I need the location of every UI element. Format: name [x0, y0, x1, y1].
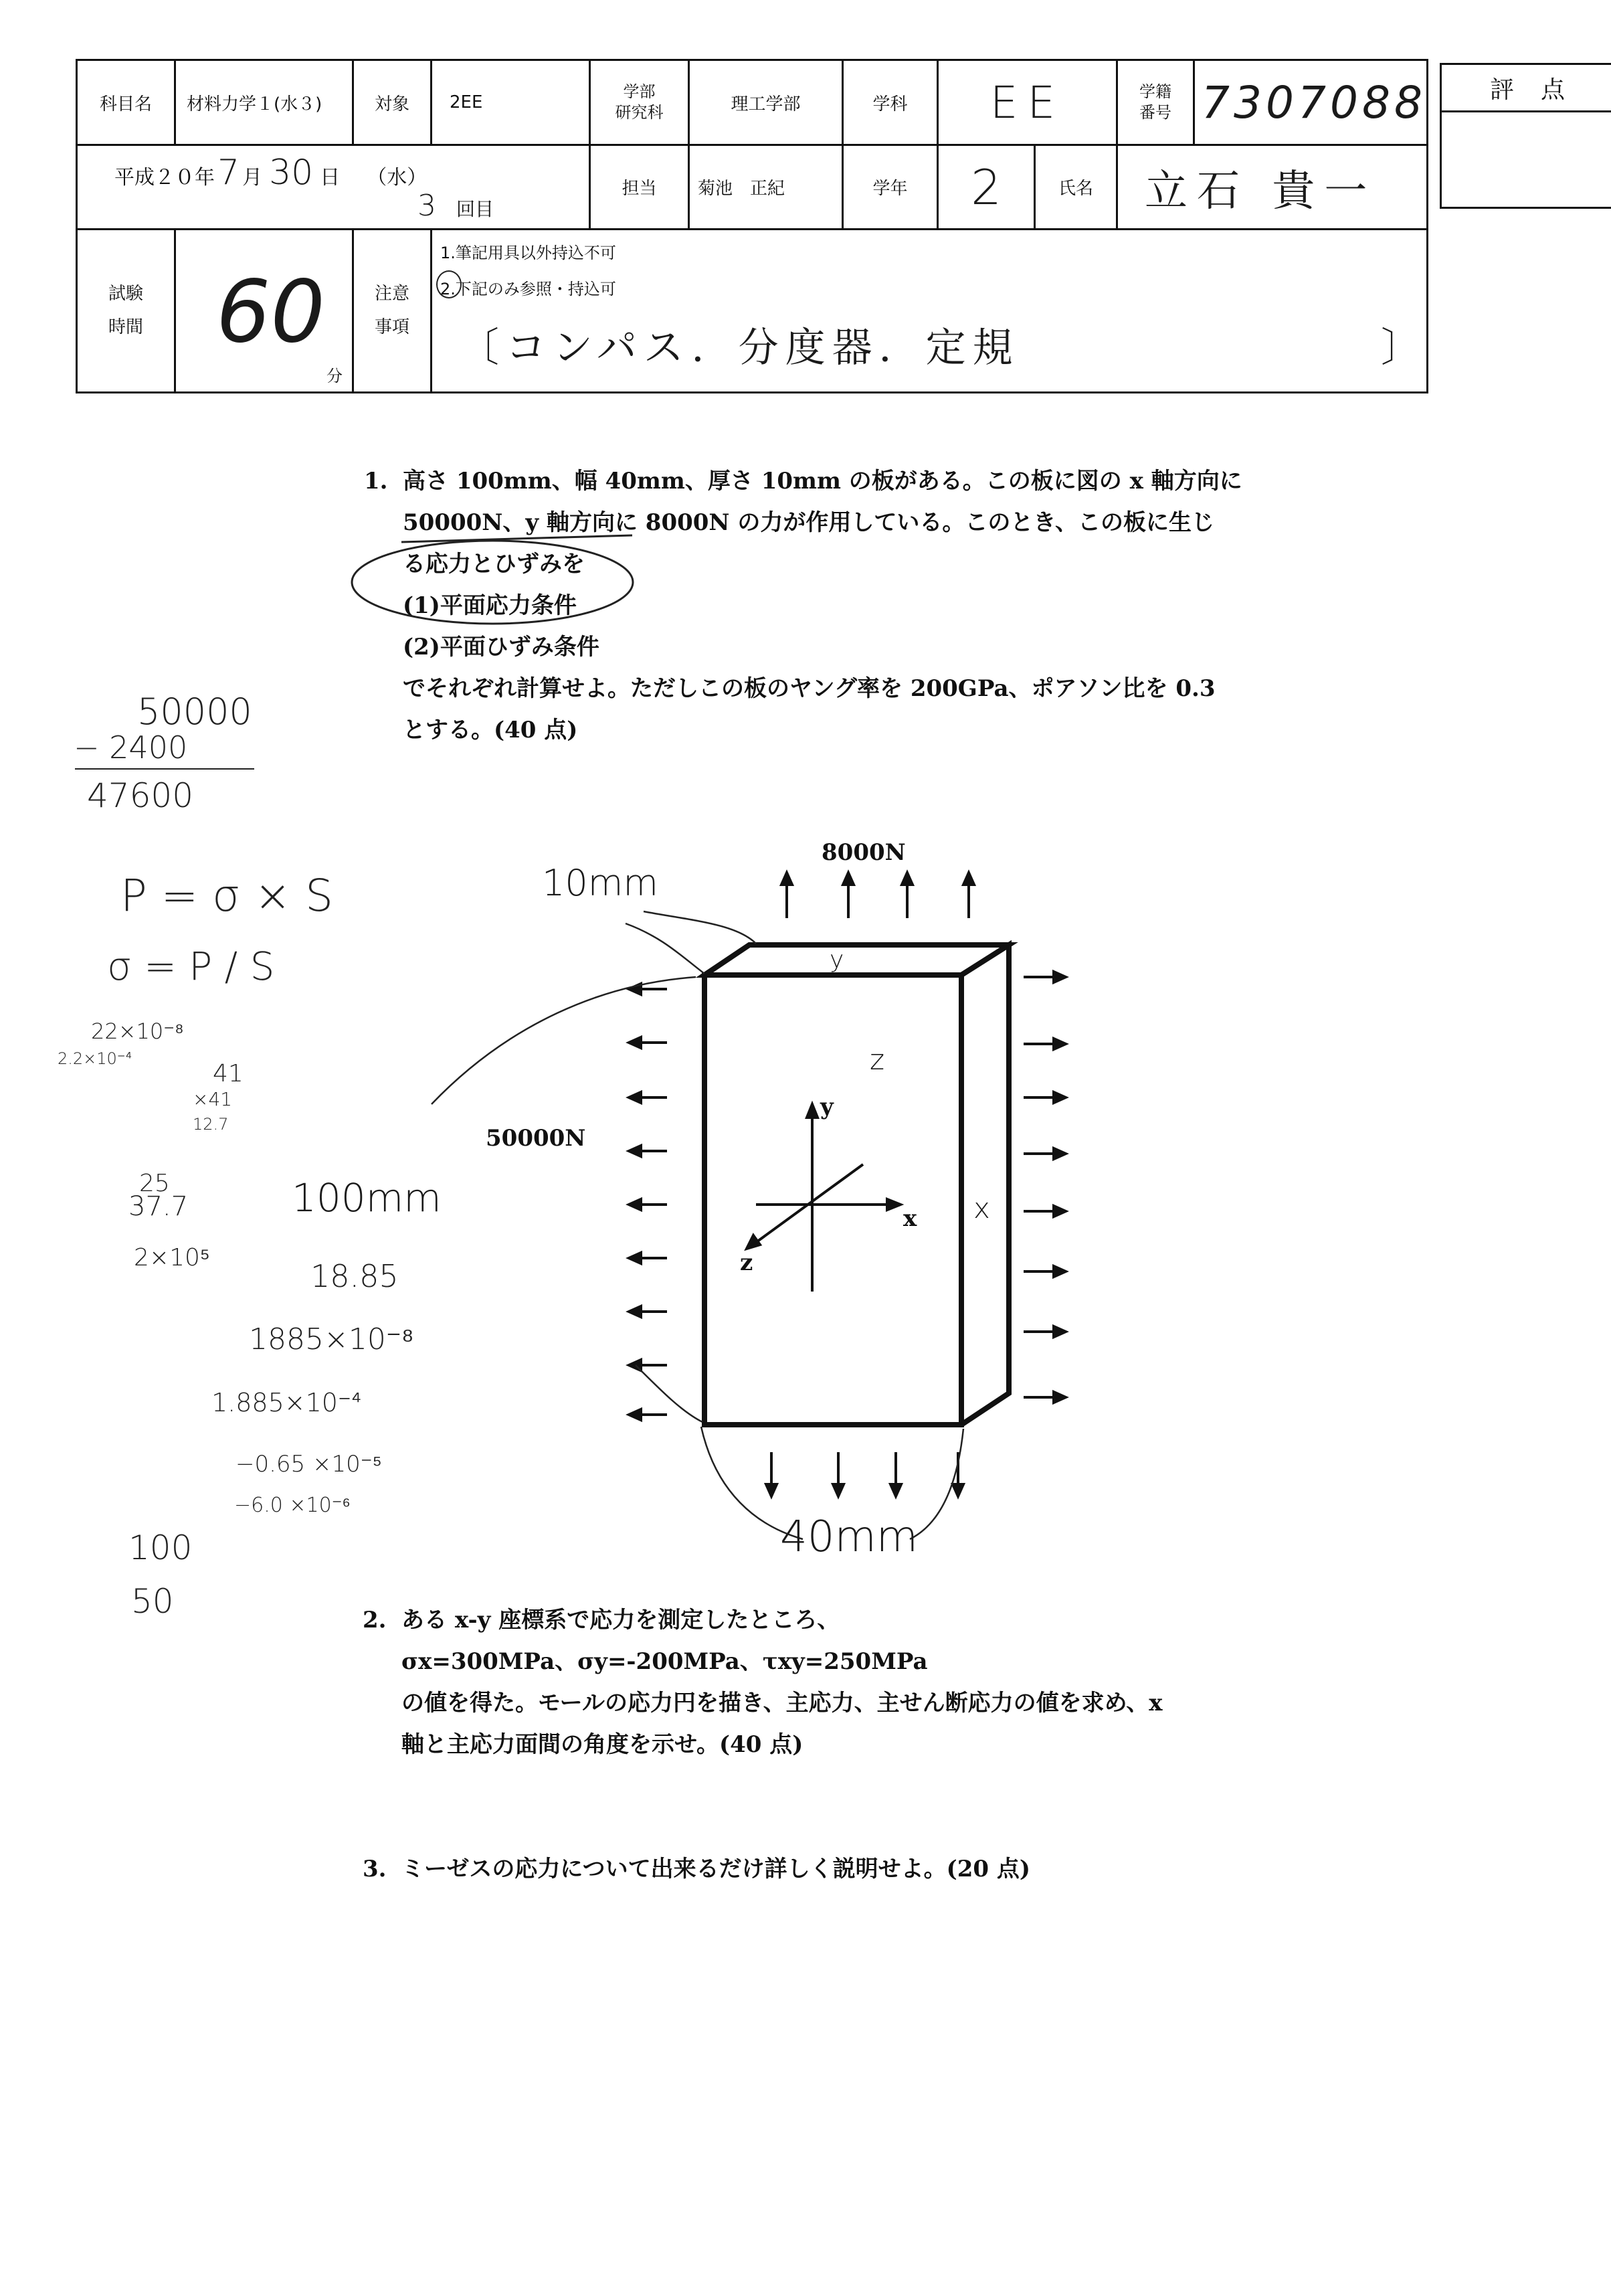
axis-x-label: x	[903, 1205, 917, 1232]
date-weekday: （水）	[367, 166, 428, 189]
margin-note: −6.0 ×10⁻⁶	[234, 1494, 351, 1517]
margin-note: 2.2×10⁻⁴	[58, 1049, 132, 1068]
allowed-close-bracket: 〕	[1381, 325, 1421, 371]
question-1-line: とする。(40 点)	[403, 717, 578, 743]
arrow-down-head	[890, 1484, 901, 1496]
z-axis-head	[747, 1235, 760, 1249]
notes-label-line1: 注意	[374, 284, 409, 304]
force-arrows-right	[1024, 972, 1066, 1403]
question-3-number: 3.	[363, 1856, 387, 1882]
force-arrows-left	[629, 984, 667, 1420]
margin-note: 100	[128, 1528, 193, 1567]
teacher-label: 担当	[590, 145, 689, 230]
question-1-number: 1.	[364, 468, 388, 495]
margin-note: 2×10⁵	[134, 1244, 210, 1271]
axis-y-label: y	[820, 1093, 834, 1120]
exam-time-unit: 分	[326, 367, 343, 385]
hand-dimension-curves	[432, 911, 963, 1539]
figure-hand-labels	[292, 862, 990, 1562]
year-label: 学年	[843, 145, 938, 230]
axis-z-label: z	[740, 1249, 753, 1276]
student-no-label-line1: 学籍	[1139, 82, 1171, 101]
question-1-line: でそれぞれ計算せよ。ただしこの板のヤング率を 200GPa、ポアソン比を 0.3	[403, 675, 1216, 702]
margin-note: 25	[139, 1170, 170, 1197]
student-no-value: 7307088	[1194, 60, 1428, 145]
question-2-line: ある x-y 座標系で応力を測定したところ、	[401, 1607, 840, 1633]
faculty-value: 理工学部	[689, 60, 843, 145]
faculty-label-line1: 学部	[623, 82, 656, 101]
arrow-up-head	[781, 873, 792, 885]
arrow-right-head	[1054, 972, 1066, 982]
margin-note: P = σ × S	[120, 870, 334, 921]
faculty-label-line2: 研究科	[615, 103, 664, 122]
force-x-label: 50000N	[486, 1125, 586, 1152]
arrow-right-head	[1054, 1039, 1066, 1049]
margin-note: 37.7	[128, 1191, 189, 1222]
student-no-label-line2: 番号	[1139, 103, 1171, 122]
subject-label: 科目名	[77, 60, 175, 145]
margin-note: 41	[213, 1060, 244, 1087]
force-y-label: 8000N	[822, 839, 906, 866]
year-value: 2	[938, 145, 1035, 230]
exam-time-label-line2: 時間	[108, 317, 143, 337]
arrow-left-head	[629, 1306, 641, 1317]
plate-side-face	[961, 945, 1009, 1425]
margin-note: σ = P / S	[107, 944, 275, 989]
figure-labels	[486, 839, 917, 1276]
coordinate-axes	[747, 1104, 901, 1292]
session-suffix: 回目	[456, 198, 494, 220]
target-label: 対象	[353, 60, 432, 145]
question-1-line: る応力とひずみを	[403, 551, 585, 578]
curve-height-top	[432, 977, 696, 1104]
question-2	[363, 1599, 1163, 1765]
dept-value: EE	[938, 60, 1117, 145]
date-day-suffix: 日	[320, 166, 341, 189]
plate-front-face	[704, 975, 961, 1425]
teacher-value: 菊池 正紀	[689, 145, 843, 230]
question-1-line: 高さ 100mm、幅 40mm、厚さ 10mm の板がある。この板に図の x 軸方向に	[403, 468, 1242, 495]
margin-note: 22×10⁻⁸	[91, 1019, 184, 1044]
force-arrows-up	[781, 873, 974, 918]
exam-time-value: 60	[216, 262, 325, 362]
arrow-right-head	[1054, 1392, 1066, 1403]
margin-note: 47600	[87, 776, 194, 815]
hand-face-x-label: x	[973, 1192, 990, 1225]
arrow-left-head	[629, 1253, 641, 1263]
subject-value: 材料力学１(水３)	[175, 60, 353, 145]
session-number: 3	[417, 189, 436, 223]
arrow-left-head	[629, 1092, 641, 1103]
question-2-line: σx=300MPa、σy=-200MPa、τxy=250MPa	[401, 1648, 928, 1675]
date-month: 7	[217, 153, 240, 193]
arrow-down-head	[833, 1484, 844, 1496]
question-2-line: 軸と主応力面間の角度を示せ。(40 点)	[401, 1731, 803, 1758]
question-1-line: (2)平面ひずみ条件	[403, 634, 599, 660]
date-day: 30	[269, 153, 314, 193]
curve-thickness-2	[626, 923, 704, 974]
hand-face-z-label: z	[870, 1043, 885, 1076]
arrow-down-head	[766, 1484, 777, 1496]
margin-note: 1885×10⁻⁸	[249, 1322, 414, 1356]
question-1-line: (1)平面応力条件	[403, 592, 577, 619]
margin-note: 50	[131, 1582, 174, 1621]
arrow-down-head	[953, 1484, 963, 1496]
margin-note: 12.7	[193, 1115, 229, 1134]
grade-label: 評点	[1442, 65, 1611, 112]
hand-height-label: 100mm	[292, 1175, 442, 1221]
question-2-number: 2.	[363, 1607, 387, 1633]
arrow-right-head	[1054, 1206, 1066, 1217]
question-1-line: 50000N、y 軸方向に 8000N の力が作用している。このとき、この板に生じ	[403, 509, 1214, 536]
arrow-up-head	[963, 873, 974, 885]
plate-top-face	[704, 945, 1009, 975]
arrow-right-head	[1054, 1326, 1066, 1337]
arrow-left-head	[629, 1146, 641, 1156]
note-1: 1.筆記用具以外持込不可	[440, 244, 616, 262]
y-axis-head	[807, 1104, 818, 1118]
notes-label-line2: 事項	[374, 317, 409, 337]
dept-label: 学科	[843, 60, 938, 145]
margin-note: 50000	[137, 691, 252, 733]
name-label: 氏名	[1035, 145, 1117, 230]
arrow-left-head	[629, 1409, 641, 1420]
arrow-up-head	[902, 873, 913, 885]
plate-box	[704, 945, 1009, 1425]
margin-rule	[75, 768, 254, 770]
date-month-suffix: 月	[242, 166, 263, 189]
date-prefix: 平成２０年	[114, 166, 215, 189]
arrow-right-head	[1054, 1266, 1066, 1277]
question-3	[363, 1848, 1030, 1890]
target-value: 2EE	[432, 60, 590, 145]
arrow-right-head	[1054, 1148, 1066, 1159]
hand-thickness-label: 10mm	[542, 862, 658, 904]
arrow-up-head	[843, 873, 854, 885]
name-value: 立石 貴一	[1117, 145, 1428, 230]
arrow-left-head	[629, 1037, 641, 1048]
margin-note: 1.885×10⁻⁴	[211, 1388, 362, 1417]
question-3-line: ミーゼスの応力について出来るだけ詳しく説明せよ。(20 点)	[401, 1856, 1030, 1882]
margin-note: −0.65 ×10⁻⁵	[235, 1451, 382, 1478]
force-arrows-down	[766, 1452, 963, 1496]
margin-note: − 2400	[74, 729, 188, 766]
note-2: 2.下記のみ参照・持込可	[440, 280, 616, 298]
x-axis-head	[887, 1199, 901, 1210]
arrow-left-head	[629, 1199, 641, 1210]
margin-note: ×41	[193, 1088, 233, 1110]
question-2-line: の値を得た。モールの応力円を描き、主応力、主せん断応力の値を求め、x	[401, 1690, 1163, 1716]
hand-face-y-label: y	[830, 946, 844, 974]
hand-width-label: 40mm	[780, 1512, 919, 1562]
arrow-right-head	[1054, 1092, 1066, 1103]
margin-note: 18.85	[310, 1258, 399, 1294]
exam-time-label-line1: 試験	[108, 284, 143, 304]
allowed-items: 〔コンパス．分度器．定規	[459, 325, 1020, 371]
curve-thickness	[644, 911, 756, 944]
